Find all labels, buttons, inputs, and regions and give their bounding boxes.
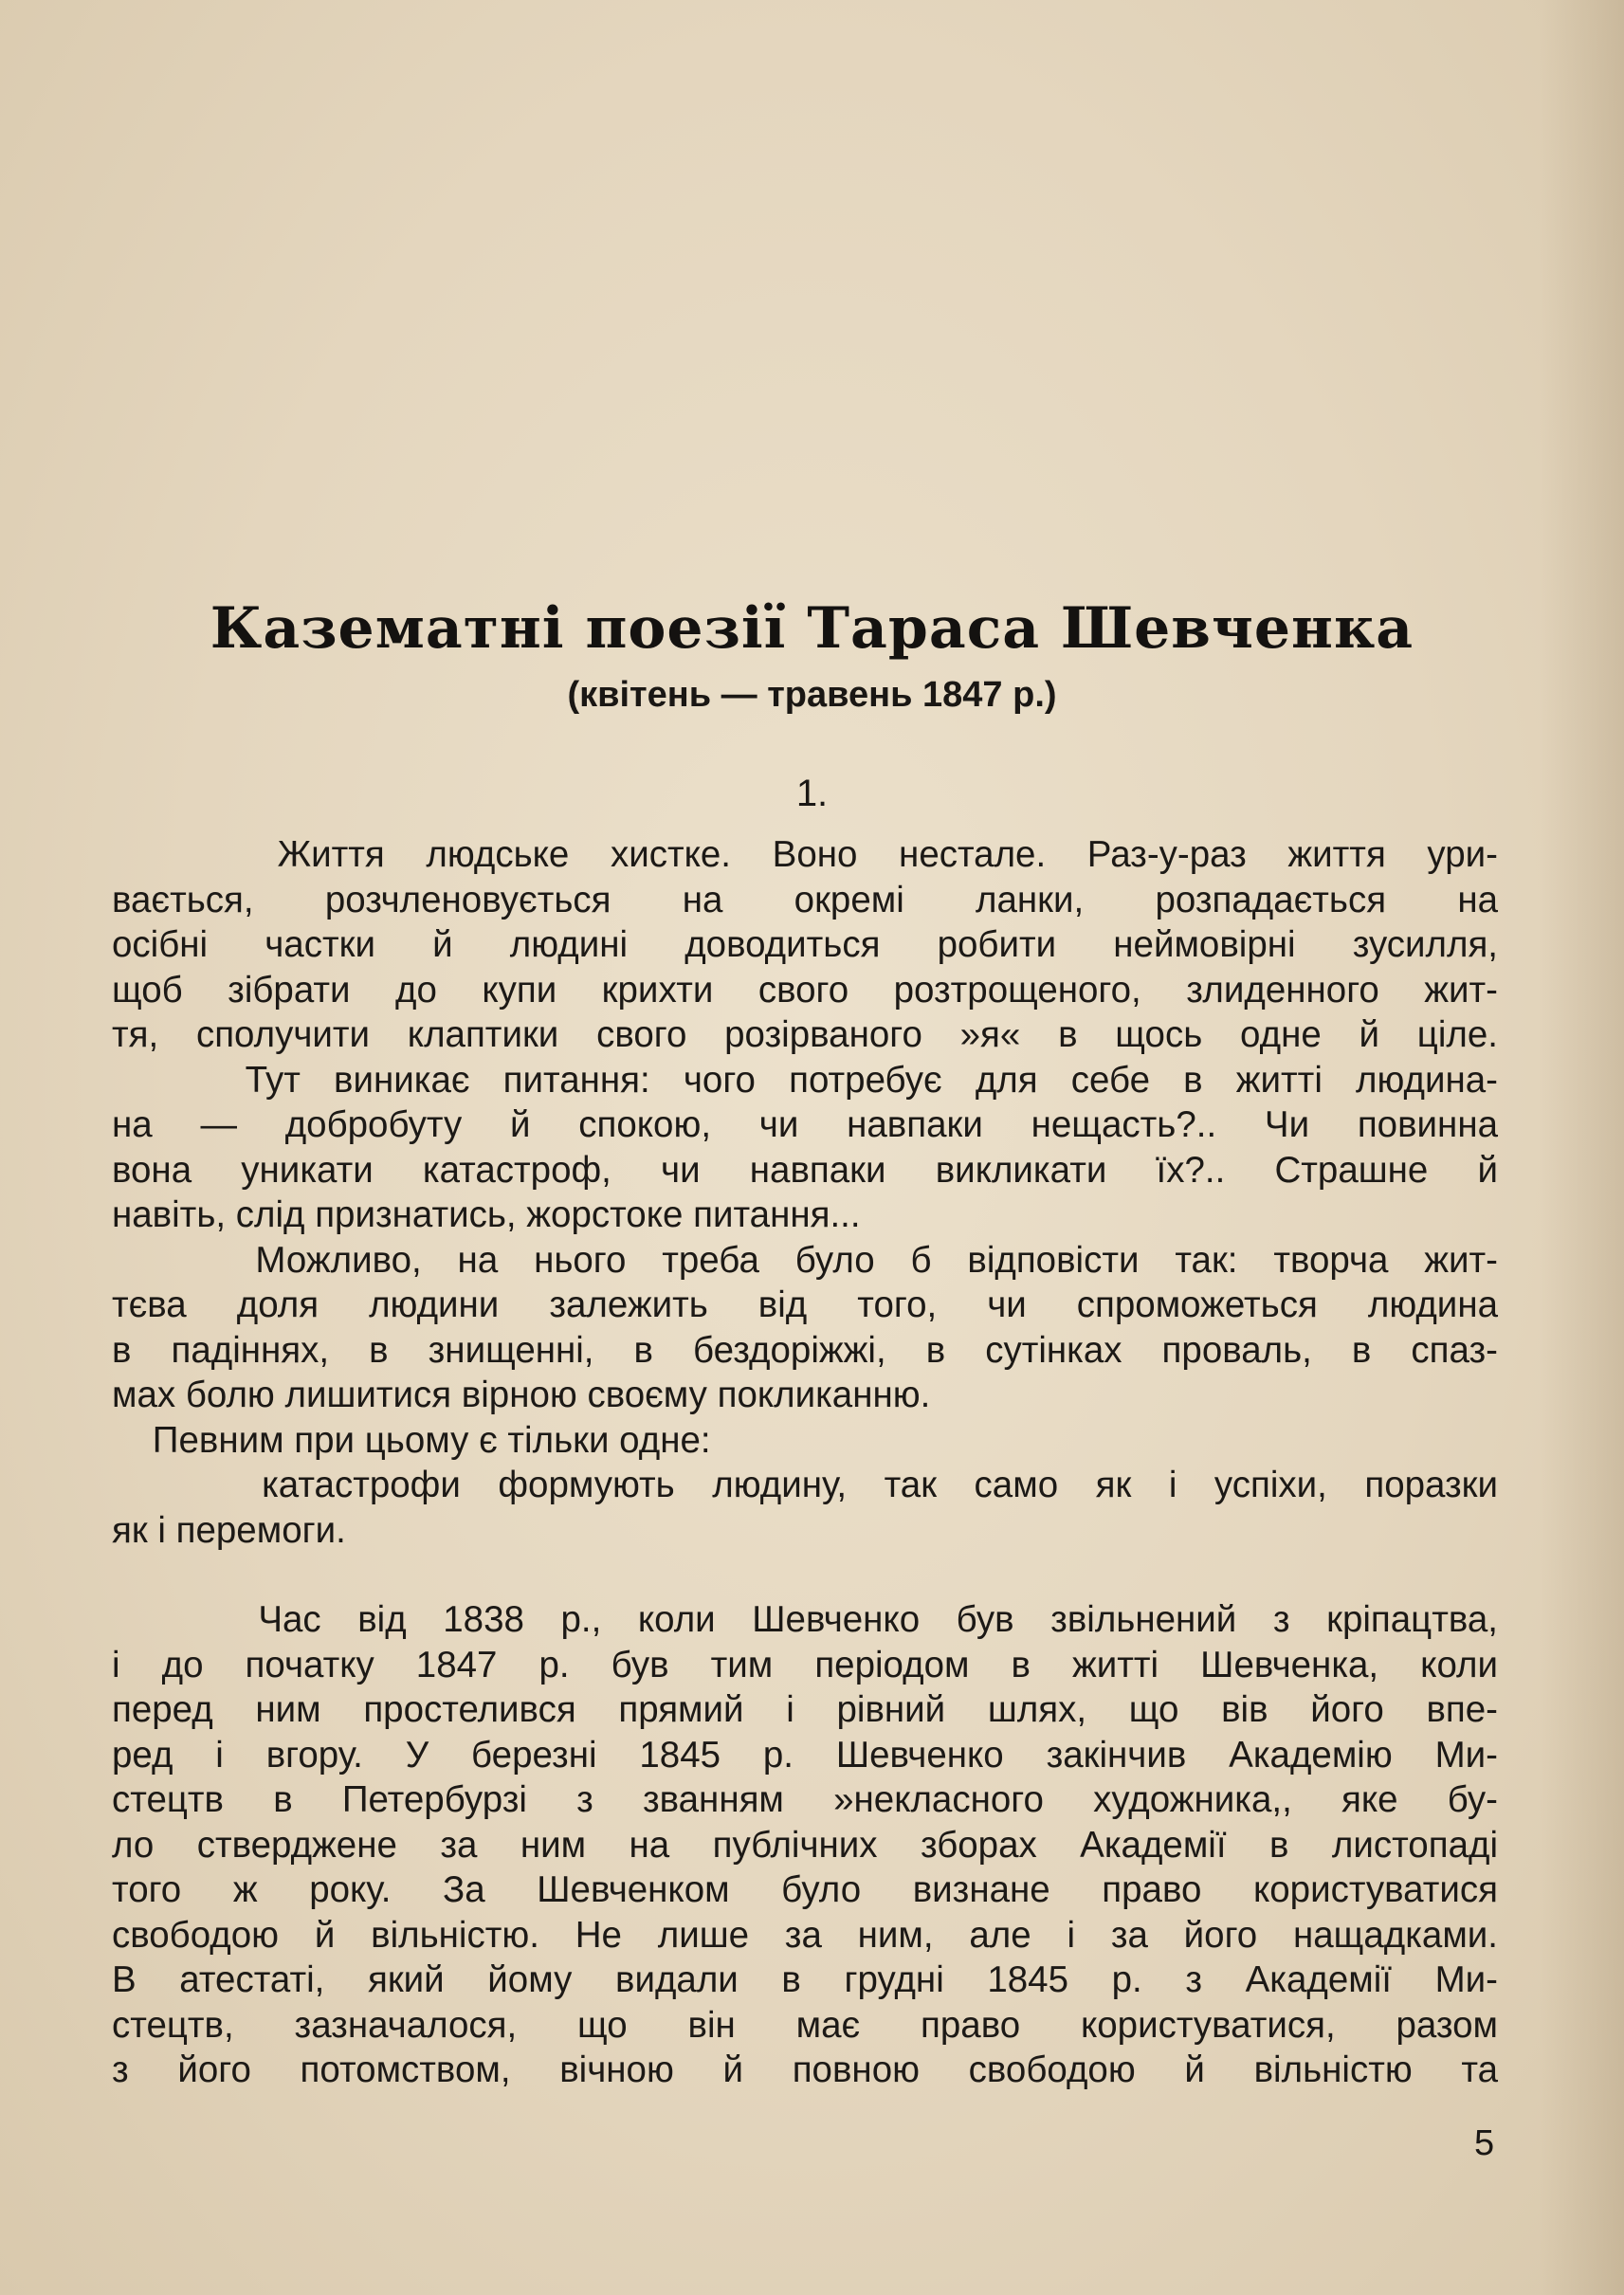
paragraph xyxy=(112,1058,1498,1238)
text-line: Тут виникає питання: чого потребує для себе в житті людина- xyxy=(112,1059,1498,1101)
text-line: тєва доля людини залежить від того, чи спроможеться людина xyxy=(112,1284,1498,1325)
text-line: ред і вгору. У березні 1845 р. Шевченко закінчив Академію Ми- xyxy=(112,1734,1498,1776)
text-line: Можливо, на нього треба було б відповісти так: творча жит- xyxy=(112,1239,1498,1281)
chapter-title: Казематні поезії Тараса Шевченка xyxy=(210,595,1414,662)
paragraph xyxy=(112,1418,1498,1464)
body-text xyxy=(112,832,1498,2093)
text-line: на — добробуту й спокою, чи навпаки нещасть?.. Чи повинна xyxy=(112,1104,1498,1145)
text-line: і до початку 1847 р. був тим періодом в житті Шевченка, коли xyxy=(112,1644,1498,1685)
text-line: свободою й вільністю. Не лише за ним, але і за його нащадками. xyxy=(112,1914,1498,1956)
paragraph xyxy=(112,832,1498,1058)
paragraph xyxy=(112,1463,1498,1553)
text-line: в падіннях, в знищенні, в бездоріжжі, в сутінках проваль, в спаз- xyxy=(112,1329,1498,1371)
text-line: стецтв, зазначалося, що він має право користуватися, разом xyxy=(112,2004,1498,2046)
text-line: того ж року. За Шевченком було визнане право користуватися xyxy=(112,1869,1498,1910)
text-line: вона уникати катастроф, чи навпаки викликати їх?.. Страшне й xyxy=(112,1149,1498,1191)
paragraph xyxy=(112,1238,1498,1418)
text-line: В атестаті, який йому видали в грудні 1845 р. з Академії Ми- xyxy=(112,1959,1498,2000)
text-line: ло стверджене за ним на публічних зборах Академії в листопаді xyxy=(112,1824,1498,1866)
chapter-subtitle-dates: (квітень — травень 1847 р.) xyxy=(567,675,1057,715)
text-line: осібні частки й людині доводиться робити неймовірні зусилля, xyxy=(112,924,1498,965)
text-line: вається, розчленовується на окремі ланки, розпадається на xyxy=(112,879,1498,920)
paragraph xyxy=(112,1597,1498,2093)
text-line: Певним при цьому є тільки одне: xyxy=(112,1419,711,1461)
text-line: Час від 1838 р., коли Шевченко був звільнений з кріпацтва, xyxy=(112,1599,1498,1640)
section-number: 1. xyxy=(795,773,829,814)
text-line: навіть, слід признатись, жорстоке питання... xyxy=(112,1194,861,1235)
paragraph-gap xyxy=(112,1553,1498,1597)
page-edge-shadow xyxy=(1539,0,1624,2295)
text-line: мах болю лишитися вірною своєму покликанню. xyxy=(112,1375,931,1415)
text-line: тя, сполучити клаптики свого розірваного »я« в щось одне й ціле. xyxy=(112,1014,1498,1055)
text-line: перед ним простелився прямий і рівний шлях, що вів його впе- xyxy=(112,1689,1498,1730)
text-line: з його потомством, вічною й повною свободою й вільністю та xyxy=(112,2049,1498,2090)
text-line: як і перемоги. xyxy=(112,1509,346,1551)
text-line: стецтв в Петербурзі з званням »некласного художника,, яке бу- xyxy=(112,1779,1498,1820)
text-line: катастрофи формують людину, так само як і успіхи, поразки xyxy=(112,1465,1498,1505)
text-line: щоб зібрати до купи крихти свого розтрощеного, злиденного жит- xyxy=(112,969,1498,1011)
text-line: Життя людське хистке. Воно нестале. Раз-у-раз життя ури- xyxy=(112,834,1498,875)
page-number: 5 xyxy=(1474,2123,1495,2163)
